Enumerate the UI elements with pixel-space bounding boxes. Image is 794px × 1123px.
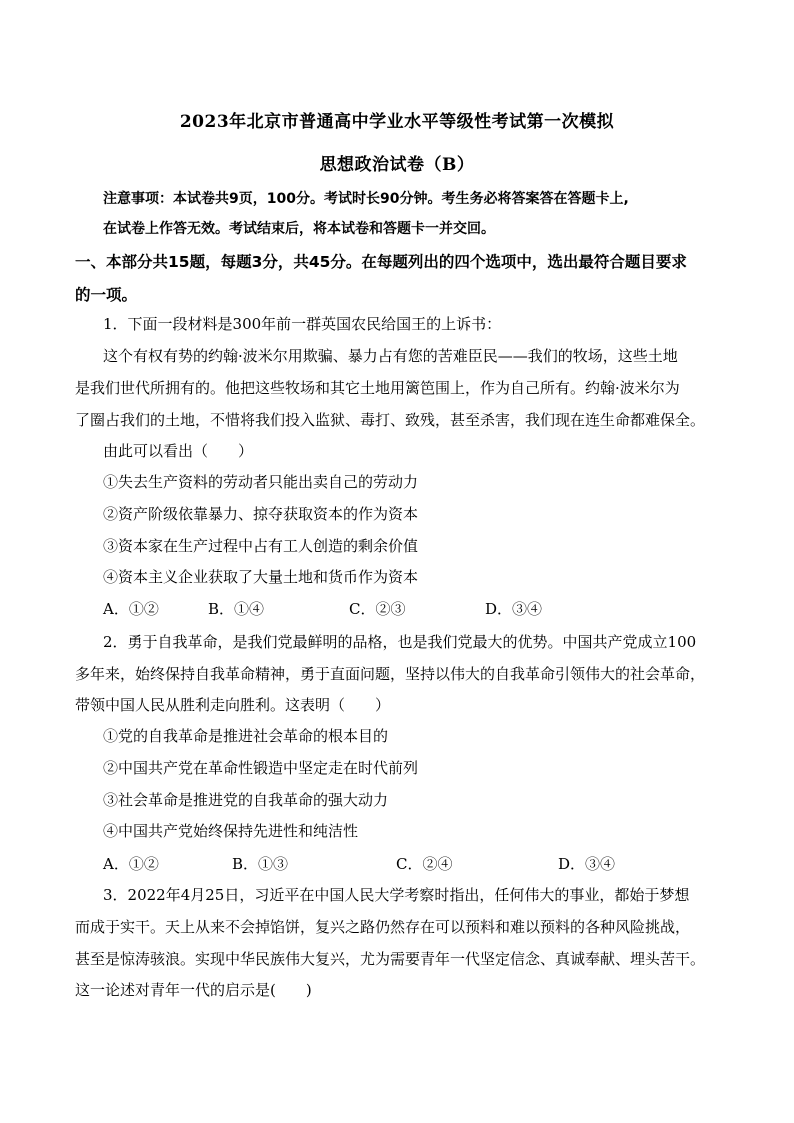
q2-choice-c: C．②④ (396, 855, 453, 873)
q2-choice-d: D．③④ (558, 855, 616, 873)
q3-stem-line-2: 而成于实干。天上从来不会掉馅饼，复兴之路仍然存在可以预料和难以预料的各种风险挑战， (75, 918, 691, 936)
q1-choice-b: B．①④ (208, 600, 265, 618)
q1-item-4: ④资本主义企业获取了大量土地和货币作为资本 (103, 568, 419, 586)
q2-item-3: ③社会革命是推进党的自我革命的强大动力 (103, 791, 389, 809)
q2-choice-b: B．①③ (232, 855, 289, 873)
q3-stem-line-4: 这一论述对青年一代的启示是( ) (75, 981, 312, 999)
q2-stem-line-3: 带领中国人民从胜利走向胜利。这表明（ ） (75, 696, 391, 714)
q1-item-2: ②资产阶级依靠暴力、掠夺获取资本的作为资本 (103, 505, 419, 523)
q2-item-2: ②中国共产党在革命性锻造中坚定走在时代前列 (103, 759, 419, 777)
q1-material-line-2: 是我们世代所拥有的。他把这些牧场和其它土地用篱笆围上，作为自己所有。约翰·波米尔为 (75, 379, 680, 397)
q1-stem: 1．下面一段材料是300年前一群英国农民给国王的上诉书： (103, 315, 502, 333)
q2-stem-line-2: 多年来，始终保持自我革命精神，勇于直面问题，坚持以伟大的自我革命引领伟大的社会革命， (75, 665, 706, 683)
section-instruction-line-1: 一、本部分共15题，每题3分，共45分。在每题列出的四个选项中，选出最符合题目要求 (75, 253, 687, 271)
q2-choice-a: A．①② (103, 855, 159, 873)
q1-choices (103, 599, 553, 619)
q1-material-line-1: 这个有权有势的约翰·波米尔用欺骗、暴力占有您的苦难臣民——我们的牧场，这些土地 (103, 347, 678, 365)
notice-line-2: 在试卷上作答无效。考试结束后，将本试卷和答题卡一并交回。 (103, 221, 495, 237)
section-instruction-line-2: 的一项。 (75, 286, 138, 304)
q2-item-1: ①党的自我革命是推进社会革命的根本目的 (103, 727, 389, 745)
q2-stem-line-1: 2．勇于自我革命，是我们党最鲜明的品格，也是我们党最大的优势。中国共产党成立100 (103, 633, 697, 651)
q1-material-line-3: 了圈占我们的土地，不惜将我们投入监狱、毒打、致残，甚至杀害，我们现在连生命都难保全。 (75, 411, 706, 429)
q1-item-1: ①失去生产资料的劳动者只能出卖自己的劳动力 (103, 473, 419, 491)
exam-title: 2023年北京市普通高中学业水平等级性考试第一次模拟 (179, 112, 615, 132)
q1-prompt: 由此可以看出（ ） (103, 442, 254, 460)
exam-subtitle: 思想政治试卷（B） (319, 155, 475, 175)
q3-stem-line-1: 3．2022年4月25日，习近平在中国人民大学考察时指出，任何伟大的事业，都始于梦想 (103, 886, 690, 904)
q1-choice-d: D．③④ (485, 600, 543, 618)
q1-choice-c: C．②③ (349, 600, 406, 618)
notice-line-1: 注意事项：本试卷共9页，100分。考试时长90分钟。考生务必将答案答在答题卡上, (103, 191, 629, 207)
q2-choices (103, 854, 623, 874)
q1-item-3: ③资本家在生产过程中占有工人创造的剩余价值 (103, 537, 419, 555)
q2-item-4: ④中国共产党始终保持先进性和纯洁性 (103, 822, 359, 840)
q3-stem-line-3: 甚至是惊涛骇浪。实现中华民族伟大复兴，尤为需要青年一代坚定信念、真诚奉献、埋头苦干。 (75, 950, 706, 968)
q1-choice-a: A．①② (103, 600, 159, 618)
